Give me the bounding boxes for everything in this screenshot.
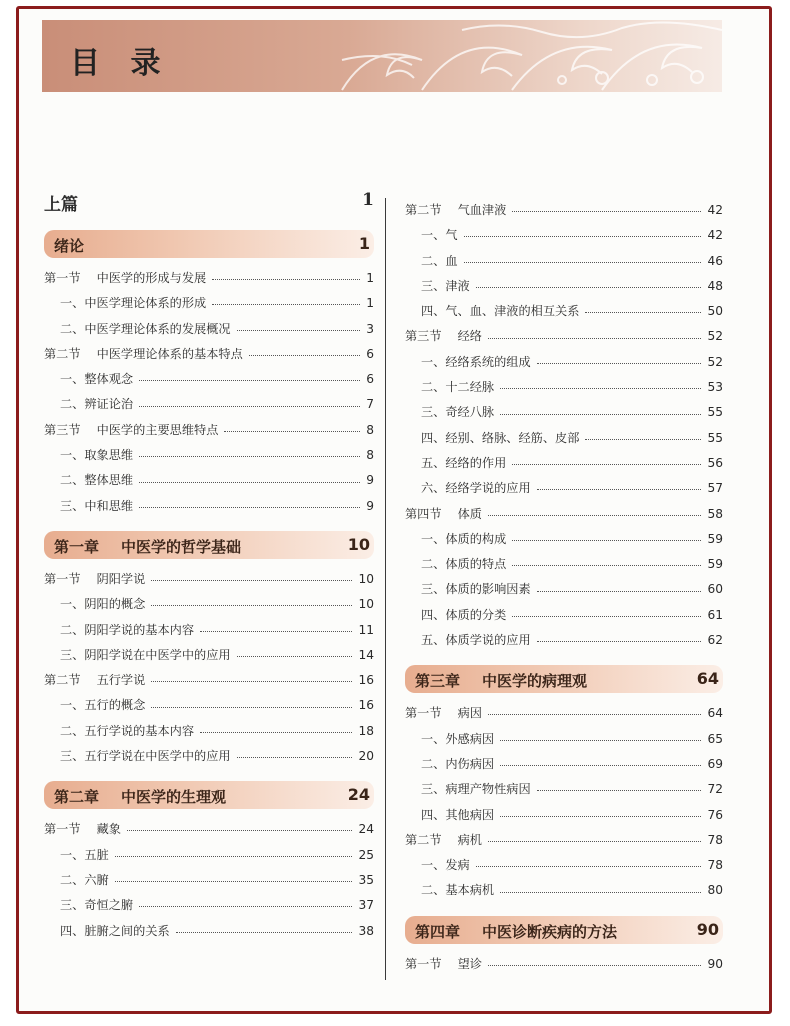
dot-leader — [585, 312, 701, 313]
entry-title: 二、基本病机 — [421, 883, 495, 898]
dot-leader — [512, 616, 701, 617]
toc-entry-row[interactable] — [405, 752, 723, 777]
entry-title: 三、阴阳学说在中医学中的应用 — [60, 647, 231, 662]
dot-leader — [151, 707, 352, 708]
toc-section-row[interactable] — [44, 817, 374, 842]
dot-leader — [464, 236, 702, 237]
chapter-title: 中医学的哲学基础 — [121, 537, 242, 556]
toc-entry-row[interactable] — [44, 592, 374, 617]
chapter-header-2[interactable] — [44, 781, 374, 809]
entry-title: 二、六腑 — [60, 872, 109, 887]
part-heading — [44, 190, 374, 224]
entry-title: 四、气、血、津液的相互关系 — [421, 304, 580, 319]
entry-title: 二、内伤病因 — [421, 756, 495, 771]
dot-leader — [139, 507, 360, 508]
entry-title: 六、经络学说的应用 — [421, 481, 531, 496]
section-number: 第二节 — [405, 832, 442, 847]
section-number: 第一节 — [44, 571, 81, 586]
entry-page: 72 — [707, 782, 723, 797]
toc-entry-row[interactable] — [405, 527, 723, 552]
entry-page: 8 — [366, 448, 374, 463]
entry-page: 7 — [366, 397, 374, 412]
toc-entry-row[interactable] — [405, 223, 723, 248]
entry-title: 一、发病 — [421, 858, 470, 873]
toc-section-row[interactable] — [405, 701, 723, 726]
entry-page: 42 — [707, 203, 723, 217]
entry-title: 三、中和思维 — [60, 498, 134, 513]
toc-list — [405, 701, 723, 903]
entry-page: 18 — [358, 723, 374, 738]
toc-entry-row[interactable] — [405, 603, 723, 628]
chapter-header-3[interactable] — [405, 665, 723, 693]
entry-title: 一、经络系统的组成 — [421, 354, 531, 369]
entry-title: 三、五行学说在中医学中的应用 — [60, 749, 231, 764]
toc-section-row[interactable] — [405, 502, 723, 527]
right-column — [405, 198, 723, 977]
dot-leader — [224, 431, 360, 432]
entry-title: 二、血 — [421, 253, 458, 268]
section-number: 第三节 — [405, 329, 442, 344]
page-title: 目 录 — [70, 46, 171, 81]
entry-page: 80 — [707, 883, 723, 898]
entry-page: 65 — [707, 731, 723, 746]
entry-page: 57 — [707, 481, 723, 496]
toc-entry-row[interactable] — [405, 249, 723, 274]
toc-entry-row[interactable] — [405, 552, 723, 577]
entry-title: 四、体质的分类 — [421, 607, 507, 622]
section-number: 第四节 — [405, 506, 442, 521]
entry-page: 20 — [358, 749, 374, 764]
entry-title: 一、取象思维 — [60, 448, 134, 463]
dot-leader — [537, 363, 702, 364]
dot-leader — [488, 841, 702, 842]
dot-leader — [212, 304, 360, 305]
dot-leader — [537, 790, 702, 791]
entry-title: 三、病理产物性病因 — [421, 782, 531, 797]
toc-entry-row[interactable] — [44, 919, 374, 944]
entry-title: 一、五行的概念 — [60, 698, 146, 713]
entry-title: 望诊 — [457, 956, 482, 971]
toc-entry-row[interactable] — [44, 693, 374, 718]
dot-leader — [488, 338, 702, 339]
entry-title: 阴阳学说 — [96, 571, 146, 586]
toc-entry-row[interactable] — [405, 853, 723, 878]
entry-title: 三、奇经八脉 — [421, 405, 495, 420]
dot-leader — [127, 830, 353, 831]
chapter-title: 中医学的生理观 — [121, 788, 227, 807]
dot-leader — [500, 414, 701, 415]
entry-page: 10 — [358, 597, 374, 612]
toc-entry-row[interactable] — [405, 476, 723, 501]
entry-title: 五行学说 — [96, 673, 146, 688]
chapter-title: 中医学的病理观 — [482, 672, 588, 691]
entry-page: 35 — [358, 872, 374, 887]
toc-entry-row[interactable] — [405, 878, 723, 903]
entry-title: 四、经别、络脉、经筋、皮部 — [421, 430, 580, 445]
dot-leader — [237, 656, 353, 657]
toc-entry-row[interactable] — [405, 299, 723, 324]
part-label: 上篇 — [44, 195, 78, 215]
entry-page: 42 — [707, 228, 723, 243]
dot-leader — [212, 279, 360, 280]
entry-page: 56 — [707, 455, 723, 470]
dot-leader — [488, 515, 702, 516]
dot-leader — [139, 906, 352, 907]
entry-title: 一、外感病因 — [421, 731, 495, 746]
entry-title: 一、气 — [421, 228, 458, 243]
toc-entry-row[interactable] — [405, 350, 723, 375]
dot-leader — [249, 355, 360, 356]
chapter-title: 中医诊断疾病的方法 — [482, 922, 618, 941]
toc-list — [44, 567, 374, 769]
entry-page: 52 — [707, 354, 723, 369]
toc-entry-row[interactable] — [44, 317, 374, 342]
entry-page: 59 — [707, 531, 723, 546]
entry-title: 二、辨证论治 — [60, 397, 134, 412]
entry-page: 14 — [358, 647, 374, 662]
dot-leader — [464, 262, 702, 263]
entry-page: 9 — [366, 473, 374, 488]
dot-leader — [512, 540, 701, 541]
section-number: 第一节 — [405, 706, 442, 721]
dot-leader — [500, 740, 701, 741]
entry-title: 中医学理论体系的基本特点 — [96, 346, 243, 361]
toc-list — [405, 952, 723, 977]
entry-title: 一、体质的构成 — [421, 531, 507, 546]
toc-section-row[interactable] — [405, 828, 723, 853]
left-column — [44, 190, 374, 944]
entry-title: 一、阴阳的概念 — [60, 597, 146, 612]
section-number: 第一节 — [405, 956, 442, 971]
chapter-page: 10 — [347, 534, 370, 554]
toc-entry-row[interactable] — [44, 494, 374, 519]
toc-entry-row[interactable] — [44, 443, 374, 468]
dot-leader — [115, 881, 353, 882]
section-number: 第一节 — [44, 271, 81, 285]
dot-leader — [585, 439, 701, 440]
dot-leader — [512, 565, 701, 566]
toc-section-row[interactable] — [44, 668, 374, 693]
entry-title: 二、整体思维 — [60, 473, 134, 488]
dot-leader — [237, 757, 353, 758]
part-page: 1 — [362, 190, 374, 210]
toc-entry-row[interactable] — [405, 451, 723, 476]
entry-page: 58 — [707, 506, 723, 521]
entry-page: 55 — [707, 430, 723, 445]
entry-page: 11 — [358, 622, 374, 637]
title-banner — [42, 20, 722, 92]
dot-leader — [537, 641, 702, 642]
dot-leader — [512, 211, 701, 212]
dot-leader — [176, 932, 353, 933]
entry-page: 16 — [358, 698, 374, 713]
chapter-header-1[interactable] — [44, 531, 374, 559]
entry-page: 69 — [707, 756, 723, 771]
entry-title: 五、体质学说的应用 — [421, 633, 531, 648]
dot-leader — [500, 816, 701, 817]
entry-title: 四、其他病因 — [421, 807, 495, 822]
toc-entry-row[interactable] — [44, 843, 374, 868]
entry-title: 一、整体观念 — [60, 372, 134, 387]
toc-entry-row[interactable] — [44, 291, 374, 316]
entry-page: 52 — [707, 329, 723, 344]
entry-title: 三、体质的影响因素 — [421, 582, 531, 597]
toc-section-row[interactable] — [44, 567, 374, 592]
column-divider — [385, 198, 386, 980]
toc-entry-row[interactable] — [405, 727, 723, 752]
section-number: 第二节 — [44, 346, 81, 361]
section-number: 第三节 — [44, 422, 81, 437]
entry-title: 二、十二经脉 — [421, 380, 495, 395]
toc-entry-row[interactable] — [405, 426, 723, 451]
dot-leader — [537, 591, 702, 592]
dot-leader — [151, 605, 352, 606]
entry-page: 1 — [366, 296, 374, 311]
chapter-page: 64 — [696, 669, 719, 689]
chapter-page: 1 — [358, 234, 370, 253]
entry-title: 经络 — [457, 329, 482, 344]
toc-entry-row[interactable] — [405, 577, 723, 602]
entry-page: 59 — [707, 557, 723, 572]
entry-title: 四、脏腑之间的关系 — [60, 923, 170, 938]
toc-entry-row[interactable] — [44, 719, 374, 744]
toc-entry-row[interactable] — [405, 628, 723, 653]
toc-entry-row[interactable] — [44, 893, 374, 918]
entry-title: 病因 — [457, 706, 482, 721]
toc-list — [405, 198, 723, 653]
dot-leader — [139, 482, 360, 483]
toc-section-row[interactable] — [405, 198, 723, 223]
chapter-number: 第四章 — [415, 922, 461, 941]
toc-entry-row[interactable] — [44, 367, 374, 392]
entry-page: 25 — [358, 847, 374, 862]
toc-entry-row[interactable] — [405, 375, 723, 400]
entry-title: 三、奇恒之腑 — [60, 898, 134, 913]
entry-title: 体质 — [457, 506, 482, 521]
toc-list — [44, 266, 374, 519]
dot-leader — [476, 866, 702, 867]
dot-leader — [500, 388, 701, 389]
entry-page: 6 — [366, 372, 374, 387]
section-number: 第一节 — [44, 822, 81, 837]
toc-entry-row[interactable] — [44, 618, 374, 643]
entry-page: 64 — [707, 706, 723, 721]
entry-page: 60 — [707, 582, 723, 597]
entry-page: 61 — [707, 607, 723, 622]
entry-page: 9 — [366, 498, 374, 513]
entry-page: 50 — [707, 304, 723, 319]
entry-title: 藏象 — [96, 822, 121, 837]
toc-entry-row[interactable] — [44, 744, 374, 769]
entry-page: 10 — [358, 571, 374, 586]
entry-page: 53 — [707, 380, 723, 395]
dot-leader — [200, 631, 352, 632]
chapter-page: 90 — [696, 919, 719, 939]
entry-title: 病机 — [457, 832, 482, 847]
toc-entry-row[interactable] — [405, 274, 723, 299]
toc-section-row[interactable] — [405, 324, 723, 349]
entry-page: 3 — [366, 321, 374, 336]
entry-title: 一、中医学理论体系的形成 — [60, 296, 207, 311]
entry-title: 三、津液 — [421, 278, 470, 293]
entry-page: 46 — [707, 253, 723, 268]
section-number: 第二节 — [44, 673, 81, 688]
dot-leader — [151, 580, 352, 581]
toc-section-row[interactable] — [405, 952, 723, 977]
entry-page: 76 — [707, 807, 723, 822]
entry-title: 二、中医学理论体系的发展概况 — [60, 321, 231, 336]
dot-leader — [488, 965, 702, 966]
entry-title: 中医学的形成与发展 — [96, 271, 207, 285]
entry-title: 气血津液 — [457, 203, 507, 217]
toc-entry-row[interactable] — [44, 643, 374, 668]
chapter-header-4[interactable] — [405, 916, 723, 944]
chapter-number: 第三章 — [415, 672, 461, 691]
entry-title: 二、体质的特点 — [421, 557, 507, 572]
section-number: 第二节 — [405, 203, 442, 217]
toc-section-row[interactable] — [44, 342, 374, 367]
entry-title: 二、阴阳学说的基本内容 — [60, 622, 195, 637]
dot-leader — [500, 892, 701, 893]
chapter-number: 第二章 — [54, 788, 100, 807]
toc-entry-row[interactable] — [405, 400, 723, 425]
entry-page: 90 — [707, 956, 723, 971]
dot-leader — [476, 287, 702, 288]
entry-page: 37 — [358, 898, 374, 913]
entry-title: 一、五脏 — [60, 847, 109, 862]
entry-page: 24 — [358, 822, 374, 837]
entry-page: 78 — [707, 832, 723, 847]
chapter-number: 第一章 — [54, 537, 100, 556]
entry-title: 二、五行学说的基本内容 — [60, 723, 195, 738]
chapter-page: 24 — [347, 785, 370, 805]
dot-leader — [139, 406, 360, 407]
entry-page: 8 — [366, 422, 374, 437]
entry-title: 中医学的主要思维特点 — [96, 422, 219, 437]
chapter-title: 绪论 — [54, 237, 85, 255]
entry-page: 62 — [707, 633, 723, 648]
dot-leader — [139, 456, 360, 457]
toc-section-row[interactable] — [44, 266, 374, 291]
dot-leader — [200, 732, 352, 733]
dot-leader — [500, 765, 701, 766]
dot-leader — [151, 681, 352, 682]
dot-leader — [139, 380, 360, 381]
chapter-header-intro[interactable] — [44, 230, 374, 258]
toc-entry-row[interactable] — [405, 777, 723, 802]
entry-page: 38 — [358, 923, 374, 938]
toc-list — [44, 817, 374, 943]
entry-page: 55 — [707, 405, 723, 420]
entry-page: 78 — [707, 858, 723, 873]
dot-leader — [537, 489, 702, 490]
entry-page: 6 — [366, 346, 374, 361]
entry-page: 16 — [358, 673, 374, 688]
dot-leader — [488, 714, 702, 715]
dot-leader — [237, 330, 361, 331]
toc-section-row[interactable] — [44, 418, 374, 443]
dot-leader — [512, 464, 701, 465]
dot-leader — [115, 856, 353, 857]
entry-title: 五、经络的作用 — [421, 455, 507, 470]
toc-entry-row[interactable] — [44, 468, 374, 493]
entry-page: 48 — [707, 278, 723, 293]
toc-entry-row[interactable] — [405, 803, 723, 828]
toc-entry-row[interactable] — [44, 392, 374, 417]
entry-page: 1 — [366, 271, 374, 285]
toc-entry-row[interactable] — [44, 868, 374, 893]
